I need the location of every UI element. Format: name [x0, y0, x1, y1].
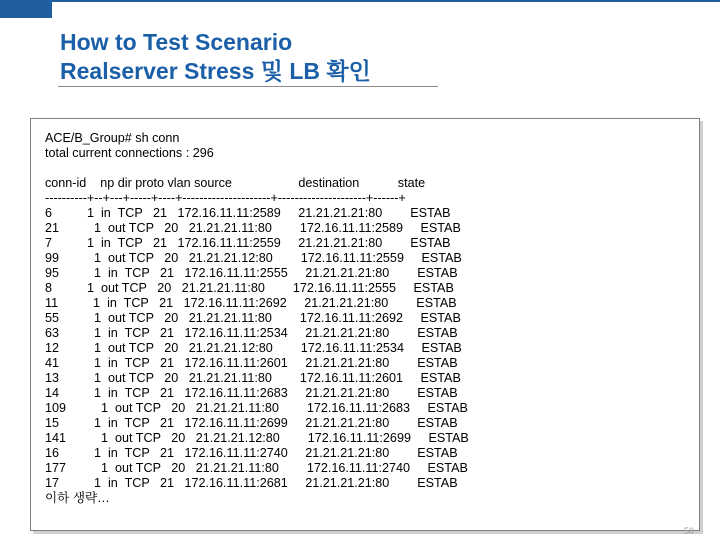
connection-row: 6 1 in TCP 21 172.16.11.11:2589 21.21.21.21:80 ESTAB	[45, 206, 451, 220]
connection-row: 41 1 in TCP 21 172.16.11.11:2601 21.21.21.21:80 ESTAB	[45, 356, 458, 370]
connection-row: 141 1 out TCP 20 21.21.21.12:80 172.16.11.11:2699 ESTAB	[45, 431, 469, 445]
connection-row: 99 1 out TCP 20 21.21.21.12:80 172.16.11.11:2559 ESTAB	[45, 251, 462, 265]
connection-row: 16 1 in TCP 21 172.16.11.11:2740 21.21.21.21:80 ESTAB	[45, 446, 458, 460]
page-number: 50	[683, 526, 694, 536]
connection-row: 63 1 in TCP 21 172.16.11.11:2534 21.21.21.21:80 ESTAB	[45, 326, 458, 340]
terminal-blank-line	[45, 161, 469, 176]
terminal-footer-note: 이하 생략…	[45, 491, 110, 505]
connection-row: 15 1 in TCP 21 172.16.11.11:2699 21.21.21.21:80 ESTAB	[45, 416, 458, 430]
title-underline	[58, 86, 438, 87]
connection-row: 109 1 out TCP 20 21.21.21.11:80 172.16.11.11:2683 ESTAB	[45, 401, 468, 415]
terminal-table-separator: ----------+--+---+-----+----+---------------------+---------------------+------+	[45, 191, 406, 205]
terminal-total-connections: total current connections : 296	[45, 146, 214, 160]
corner-accent-block	[0, 0, 52, 18]
terminal-output	[45, 131, 469, 506]
connection-row: 55 1 out TCP 20 21.21.21.11:80 172.16.11.11:2692 ESTAB	[45, 311, 461, 325]
connection-row: 8 1 out TCP 20 21.21.21.11:80 172.16.11.11:2555 ESTAB	[45, 281, 454, 295]
connection-row: 12 1 out TCP 20 21.21.21.12:80 172.16.11.11:2534 ESTAB	[45, 341, 462, 355]
slide-title-line-1: How to Test Scenario	[60, 29, 293, 55]
connection-row: 21 1 out TCP 20 21.21.21.11:80 172.16.11.11:2589 ESTAB	[45, 221, 461, 235]
slide-title-line-2: Realserver Stress 및 LB 확인	[60, 58, 371, 84]
slide-title	[60, 28, 371, 86]
connection-row: 95 1 in TCP 21 172.16.11.11:2555 21.21.21.21:80 ESTAB	[45, 266, 458, 280]
connection-row: 13 1 out TCP 20 21.21.21.11:80 172.16.11.11:2601 ESTAB	[45, 371, 461, 385]
connection-row: 14 1 in TCP 21 172.16.11.11:2683 21.21.21.21:80 ESTAB	[45, 386, 458, 400]
connection-row: 11 1 in TCP 21 172.16.11.11:2692 21.21.21.21:80 ESTAB	[45, 296, 457, 310]
terminal-command: ACE/B_Group# sh conn	[45, 131, 180, 145]
connection-row: 17 1 in TCP 21 172.16.11.11:2681 21.21.21.21:80 ESTAB	[45, 476, 458, 490]
connection-row: 177 1 out TCP 20 21.21.21.11:80 172.16.11.11:2740 ESTAB	[45, 461, 468, 475]
top-accent-line	[0, 0, 720, 2]
connection-row: 7 1 in TCP 21 172.16.11.11:2559 21.21.21.21:80 ESTAB	[45, 236, 451, 250]
terminal-table-header: conn-id np dir proto vlan source destination state	[45, 176, 426, 190]
